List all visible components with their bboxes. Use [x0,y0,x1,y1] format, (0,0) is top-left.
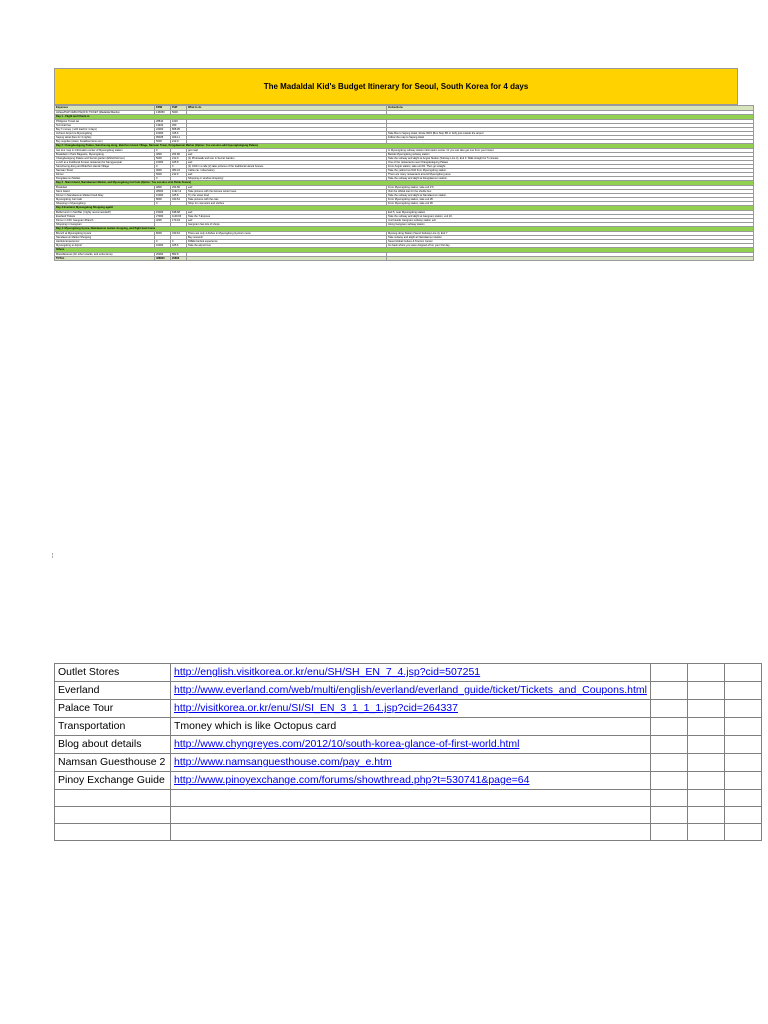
link-label: Pinoy Exchange Guide [55,772,171,790]
cell-desc: Brunch at Myeongdong Gyoza [55,232,155,236]
cell-krw: 488800 [155,257,171,261]
cell-desc: Lunch at a traditional Korean restaurant for Samgyeopsal [55,161,155,165]
cell-php: 425.6 [171,132,187,136]
cell-krw: 4800 [155,186,171,190]
total-row [55,257,754,261]
link-value-cell [171,807,651,824]
cell-php: 0 [171,165,187,169]
link-row [55,682,762,700]
cell-php: 1192.12 [171,190,187,194]
cell-what: What to do [187,106,387,111]
empty-cell [724,700,761,718]
empty-cell [724,736,761,754]
cell-what: (1) Chill in a cafe (2) take pictures of the traditional Hanok houses [187,165,387,169]
cell-desc: Philippine Travel tax [55,120,155,124]
cell-php: 204.86 [171,153,187,157]
empty-cell [724,790,761,807]
empty-cell [687,824,724,841]
link-value-cell [171,664,651,682]
empty-cell [724,754,761,772]
cell-desc: Dinner in KFC Gangnam Branch [55,219,155,223]
cell-what: There are only 4 dishes in Myeongdong Gyoza's menu [187,232,387,236]
cell-php: 5000 [171,111,187,115]
cell-ins: Just beside Gangnam subway station exit [387,219,754,223]
cell-desc: Dinner in Namdaemun Market Food Alley [55,194,155,198]
cell-krw: 10000 [155,194,171,198]
link-url[interactable]: http://www.chyngreyes.com/2012/10/south-korea-glance-of-first-world.html [174,738,520,750]
cell-desc: Expenses [55,106,155,111]
empty-cell [687,682,724,700]
cell-krw: 5000 [155,140,171,144]
link-value-cell [171,682,651,700]
cell-krw: 10000 [155,132,171,136]
cell-ins: Take the subway and alight at Anguk Station (Subway Line 3), Exit 3. Walk straight for 5 minutes. [387,157,754,161]
cell-ins: From Myeongdong station, take exit # 6. [387,186,754,190]
cell-what: eat! [187,153,387,157]
link-value-cell [171,736,651,754]
cell-what: FREE hanbok experience [187,240,387,244]
cell-krw: 0 [155,240,171,244]
link-value-cell [171,700,651,718]
empty-cell [650,754,687,772]
empty-cell [650,700,687,718]
cell-krw: 22000 [155,128,171,132]
link-value-cell [171,824,651,841]
cell-what: Take pictures with the famous winter trees [187,190,387,194]
empty-cell [687,754,724,772]
cell-ins: Take the subway and alight at Dongdaemun station. [387,177,754,181]
cell-krw: 0 [155,177,171,181]
empty-cell [687,790,724,807]
cell-krw: 5000 [155,157,171,161]
cell-desc: Day 3 Everland, Myeongdong Shopping again! [55,206,754,211]
link-url[interactable]: http://visitkorea.or.kr/enu/SI/SI_EN_3_1_1_1.jsp?cid=264337 [174,702,458,714]
empty-cell [687,700,724,718]
cell-php: 204.86 [171,186,187,190]
cell-what: eat! [187,186,387,190]
cell-krw: 4000 [155,219,171,223]
link-url[interactable]: http://www.pinoyexchange.com/forums/showthread.php?t=530741&page=64 [174,774,530,786]
cell-desc: Day 3 - Nami Island, Namdaemun Market, and Myeongdong Cat Cafe (Option: You can also visit Petite France) [55,181,754,186]
cell-desc: Day 2: Changdeokgung Palace, Samcheong-dong, Bukchon Hanok Village, Namsan Tower, Dongdaemun Market (Option: You can also add Gyeongbokgung Palace) [55,144,754,149]
link-row [55,718,762,736]
cell-php: 383.24 [171,169,187,173]
cell-desc: Buy T-money ( with load for 4 days) [55,128,155,132]
cell-php: 212.9 [171,157,187,161]
cell-desc: Myeongdong to Airport [55,244,155,248]
cell-desc: Sejong Hotel (fare for 3 nights) [55,136,155,140]
cell-php: 340.64 [171,232,187,236]
link-url[interactable]: http://www.everland.com/web/multi/english/everland/everland_guide/ticket/Tickets_and_Coupons.html [174,684,647,696]
cell-what: eat! [187,161,387,165]
cell-php: 4044.1 [171,136,187,140]
cell-desc: Namsan Tower [55,169,155,173]
cell-what: eat! [187,173,387,177]
cell-desc: Samcheong-dong and Bukchon Hanok Village [55,165,155,169]
cell-ins: In Myeongdong subway station information center. Or you can also get one from your hostel. [387,149,754,153]
empty-cell [650,807,687,824]
itinerary-sheet [54,68,738,261]
link-label: Transportation [55,718,171,736]
cell-php: 212.9 [171,173,187,177]
cell-krw: 10000 [155,161,171,165]
itinerary-title: The Madaldal Kid's Budget Itinerary for Seoul, South Korea for 4 days [54,68,738,105]
cell-desc: Myeongdong Cat Cafe [55,198,155,202]
cell-php: 0 [171,240,187,244]
cell-what: Buy souvenir [187,236,387,240]
cell-krw: 8000 [155,232,171,236]
cell-php: 425.8 [171,194,187,198]
empty-cell [724,664,761,682]
cell-desc: TOTAL [55,257,155,261]
cell-desc: Airfare/PHP CEBU PACIFIC TICKET (Madaldal Manila) [55,111,155,115]
cell-php: 808.95 [171,128,187,132]
cell-desc: Namdaemun Market Shopping [55,236,155,240]
cell-what: Cable car / observatory [187,169,387,173]
cell-ins: Follow the map to Sejong Hotel [387,136,754,140]
cell-what: eat! [187,211,387,215]
cell-krw: 4800 [155,153,171,157]
empty-cell [687,736,724,754]
cell-php: 170.34 [171,219,187,223]
link-value-cell [171,772,651,790]
cell-ins: One of the restaurants near Changdeokgung Palace [387,161,754,165]
cell-desc: Breakfast [55,186,155,190]
cell-ins: Beside Myeongdong subway station [387,153,754,157]
link-label: Namsan Guesthouse 2 [55,754,171,772]
link-row [55,736,762,754]
link-row [55,772,762,790]
cell-desc: Day 4: Myeongdong Gyoza, Namdaemun market shopping, and flight back home [55,227,754,232]
cell-krw: KRW [155,106,171,111]
cell-what: Shopping or window shopping! [187,177,387,181]
cell-desc: Nami Island [55,190,155,194]
link-label [55,824,171,841]
link-row [55,664,762,682]
cell-ins: Visit the official site for the shuttle bus [387,190,754,194]
cell-what: Take pictures with the cats [187,198,387,202]
empty-cell [687,664,724,682]
cell-desc: Get tour map in Information center of Myeongdong station [55,149,155,153]
empty-cell [724,682,761,700]
link-row [55,824,762,841]
link-row [55,807,762,824]
cell-desc: Day 1 - Flight and Check-in [55,115,754,120]
link-url[interactable]: http://english.visitkorea.or.kr/enu/SH/SH_EN_7_4.jsp?cid=507251 [174,666,481,678]
empty-cell [650,824,687,841]
cell-krw: 27000 [155,215,171,219]
cell-what [187,257,387,261]
cell-ins: Exit 5, near Myeongdong station [387,211,754,215]
cell-krw: 0 [155,149,171,153]
cell-php: 638.68 [171,211,187,215]
cell-php: 340.64 [171,198,187,202]
cell-ins: Take the subway and alight at Gangnam station, exit 10. [387,215,754,219]
cell-krw: 0 [155,165,171,169]
cell-php: 1620 [171,120,187,124]
cell-what: (1) Photowalk and tour in Secret Garden [187,157,387,161]
cell-php: PHP [171,106,187,111]
cell-krw: 9000 [155,169,171,173]
empty-cell [650,664,687,682]
cell-ins: Along Gangnam subway station [387,223,754,227]
link-label: Palace Tour [55,700,171,718]
cell-ins: Go back where you were dropped off on your first day [387,244,754,248]
cell-ins: Take the subway and alight at Namdaemun station. [387,194,754,198]
cell-ins: There are many restaurants around Myeongdong area [387,173,754,177]
cell-krw: 5000 [155,173,171,177]
cell-php: 425.8 [171,161,187,165]
link-label: Blog about details [55,736,171,754]
link-url[interactable]: http://www.namsanguesthouse.com/pay_e.htm [174,756,392,768]
cell-desc: Incheon Airport to Myeongdong [55,132,155,136]
cell-krw: 20000 [155,253,171,257]
link-label: Outlet Stores [55,664,171,682]
empty-cell [724,807,761,824]
empty-cell [724,718,761,736]
cell-desc: Miscellaneous (for other snacks, and extra items) [55,253,155,257]
empty-cell [650,772,687,790]
cell-desc: Hanbok Experience! [55,240,155,244]
link-row [55,754,762,772]
cell-krw: 0 [155,202,171,206]
cell-desc: Shopping in Myeongdong [55,202,155,206]
cell-php: 20806 [171,257,187,261]
cell-what: eat! [187,219,387,223]
cell-ins: Take the yellow bus N02 from Myeongdong station. [387,169,754,173]
cell-krw: 15000 [155,211,171,215]
cell-desc: Changdeokgung Palace and Secret garden (ENGLISH tour) [55,157,155,161]
cell-krw: 136650 [155,111,171,115]
link-value-cell [171,718,651,736]
cell-krw: 13400 [155,124,171,128]
cell-desc: Buffet lunch in Sell Bar ( highly recommended!!) [55,211,155,215]
cell-php: 212.9 [171,140,187,144]
cell-ins: From Myeongdong station, take exit #6 [387,202,754,206]
cell-ins: Take Bus to Sejong Hotel, Route 6015 (Bus Stop 5B or 12A) just outside the airport [387,132,754,136]
cell-php: 852.8 [171,253,187,257]
cell-php: 450 [171,124,187,128]
cell-desc: Dongdaemun Market [55,177,155,181]
cell-ins: Take subway and alight at Namdaemun station [387,236,754,240]
cell-ins [387,257,754,261]
cell-what: Gangnam has lots of shops [187,223,387,227]
empty-cell [650,736,687,754]
cell-desc: Shopping in Gangnam [55,223,155,227]
link-value-cell [171,790,651,807]
cell-krw: 95025 [155,136,171,140]
empty-cell [650,790,687,807]
empty-cell [687,772,724,790]
empty-cell [724,824,761,841]
link-label [55,807,171,824]
cell-what: Take the airport bus [187,244,387,248]
link-text: Tmoney which is like Octopus card [174,720,337,732]
cell-php: 425.6 [171,244,187,248]
stray-mark: ¦ [52,553,54,559]
cell-what: Take the T-Express [187,215,387,219]
empty-cell [687,718,724,736]
cell-krw: 10000 [155,244,171,248]
link-row [55,700,762,718]
empty-cell [650,718,687,736]
cell-desc: Buy supplies (water, breakfast items etc) [55,140,155,144]
cell-what: Try the street food [187,194,387,198]
link-row [55,790,762,807]
itinerary-table [54,105,754,261]
link-value-cell [171,754,651,772]
cell-krw: 28810 [155,120,171,124]
cell-ins: Instructions [387,106,754,111]
link-label: Everland [55,682,171,700]
links-table [54,663,762,841]
cell-desc: Terminal Fee [55,124,155,128]
cell-what: get map! [187,149,387,153]
empty-cell [687,807,724,824]
cell-ins: Myeong-dong Station (Seoul Subway Line 4), Exit 7 [387,232,754,236]
cell-desc: Everland Tickets [55,215,155,219]
cell-desc: Dinner [55,173,155,177]
cell-php: 1149.66 [171,215,187,219]
cell-krw: 8000 [155,198,171,202]
link-label [55,790,171,807]
cell-krw: 28000 [155,190,171,194]
empty-cell [650,682,687,700]
cell-what: Shop for cosmetics and clothes [187,202,387,206]
empty-cell [724,772,761,790]
cell-desc: Breakfast in Paris Baguette, Myeongdong [55,153,155,157]
cell-desc: Others [55,248,754,253]
cell-ins: From Anguk station, take exit #2. Then go straight. [387,165,754,169]
cell-ins: Seoul Global Culture & Tourism Center [387,240,754,244]
cell-ins: From Myeongdong station, take exit #6. [387,198,754,202]
